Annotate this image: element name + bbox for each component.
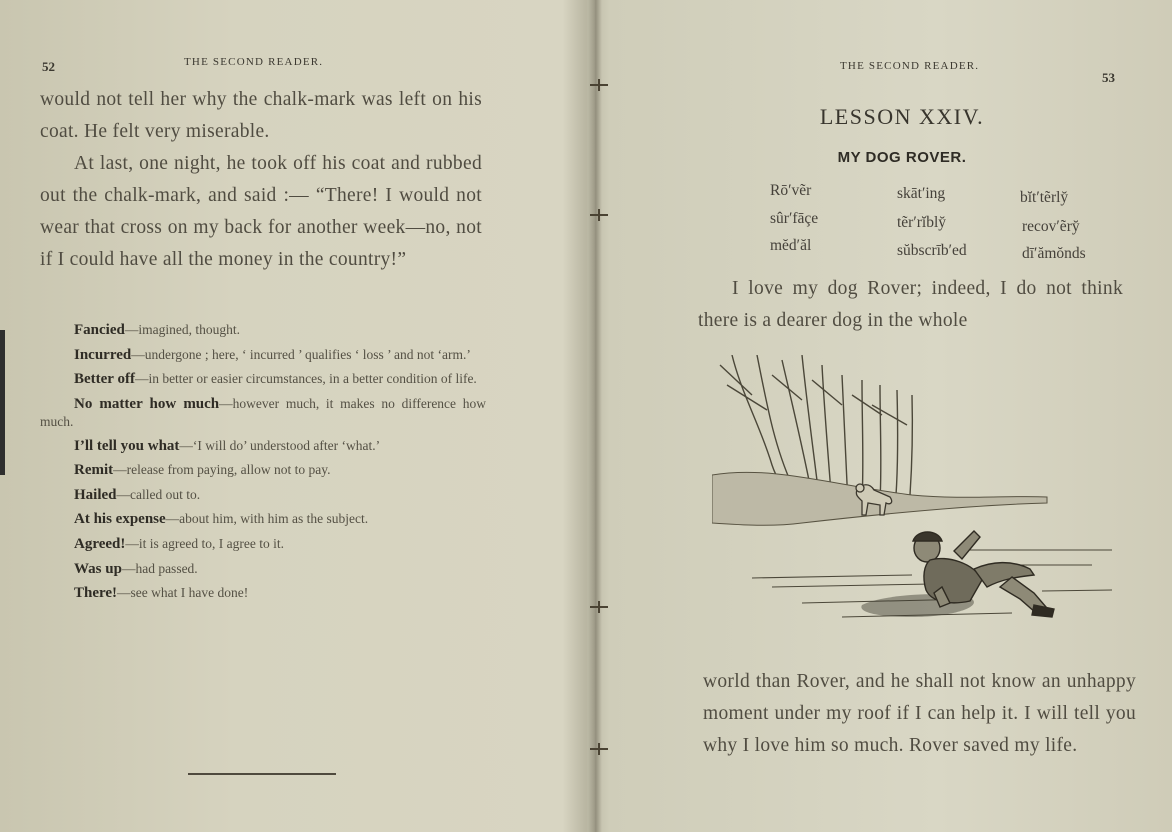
spelling-word: dī′ămŏnds: [1022, 245, 1086, 262]
glossary-entry: [40, 584, 486, 602]
spelling-word: sûr′fāçe: [770, 210, 819, 227]
binding-stitch: [590, 606, 608, 608]
spelling-word: mĕd′ăl: [770, 237, 812, 254]
spelling-word: sŭbscrīb′ed: [897, 242, 967, 259]
glossary-term: Agreed!: [74, 535, 126, 552]
glossary-term: There!: [74, 585, 118, 602]
glossary-term: Better off: [74, 371, 135, 388]
left-body-text: [40, 84, 482, 276]
paragraph: would not tell her why the chalk-mark was left on his coat. He felt very miserable.: [40, 89, 482, 142]
glossary-entry: [40, 510, 486, 528]
lesson-title: LESSON XXIV.: [819, 104, 985, 129]
right-body-text-bottom: [703, 666, 1136, 762]
glossary-definition: —called out to.: [116, 486, 201, 502]
spelling-word: Rō′vẽr: [770, 182, 812, 199]
glossary-term: At his expense: [74, 511, 166, 528]
book-gutter: [588, 0, 602, 832]
glossary-entry: [40, 437, 486, 455]
glossary-entry: [40, 395, 486, 430]
glossary-definition: —imagined, thought.: [124, 322, 240, 337]
glossary-definition: —in better or easier circumstances, in a better condition of life.: [134, 371, 477, 387]
paragraph: At last, one night, he took off his coat and rubbed out the chalk-mark, and said :— “There! I would not wear that cross on my back for another week—no, not if I could have all the money in the country!”: [40, 153, 482, 270]
engraving-illustration: [712, 355, 1132, 645]
page-number-left: 52: [42, 59, 55, 74]
section-divider: [188, 773, 336, 775]
running-head-left: THE SECOND READER.: [184, 56, 324, 68]
paragraph: I love my dog Rover; indeed, I do not think there is a dearer dog in the whole: [698, 278, 1123, 331]
glossary: [40, 321, 486, 609]
glossary-entry: [40, 461, 486, 479]
spelling-word: recov′ẽry̆: [1022, 218, 1080, 235]
glossary-entry: [40, 535, 486, 553]
glossary-term: No matter how much: [74, 395, 220, 412]
glossary-definition: —about him, with him as the subject.: [165, 511, 369, 527]
glossary-definition: —had passed.: [121, 560, 198, 576]
glossary-definition: —see what I have done!: [117, 585, 249, 601]
lesson-subtitle: MY DOG ROVER.: [837, 149, 967, 166]
glossary-term: Hailed: [74, 486, 117, 503]
glossary-entry: [40, 486, 486, 504]
spelling-word: tẽr′rĭbly̆: [897, 214, 947, 231]
binding-stitch: [590, 214, 608, 216]
glossary-definition: —‘I will do’ understood after ‘what.’: [179, 437, 381, 453]
spelling-word: skāt′ing: [897, 185, 946, 202]
glossary-term: Remit: [74, 462, 114, 479]
glossary-definition: —undergone ; here, ‘ incurred ’ qualifies ‘ loss ’ and not ‘arm.’: [131, 346, 471, 362]
glossary-term: Fancied: [74, 322, 125, 338]
glossary-term: Incurred: [74, 346, 132, 363]
spelling-word: bĭt′tẽrly̆: [1020, 189, 1069, 206]
glossary-term: I’ll tell you what: [74, 437, 180, 454]
running-head-right: THE SECOND READER.: [840, 60, 980, 72]
glossary-entry: [40, 346, 486, 364]
glossary-definition: —release from paying, allow not to pay.: [113, 462, 331, 478]
glossary-definition: —however much, it makes no difference how much.: [40, 395, 487, 429]
glossary-definition: —it is agreed to, I agree to it.: [125, 535, 284, 551]
paragraph: world than Rover, and he shall not know an unhappy moment under my roof if I can help it. I will tell you why I love him so much. Rover saved my life.: [703, 671, 1136, 756]
binding-stitch: [590, 84, 608, 86]
glossary-entry: [40, 321, 486, 339]
glossary-term: Was up: [74, 560, 122, 577]
right-body-text-top: [698, 273, 1123, 337]
page-number-right: 53: [1102, 70, 1115, 85]
glossary-entry: [40, 560, 486, 578]
binding-stitch: [590, 748, 608, 750]
glossary-entry: [40, 370, 486, 388]
